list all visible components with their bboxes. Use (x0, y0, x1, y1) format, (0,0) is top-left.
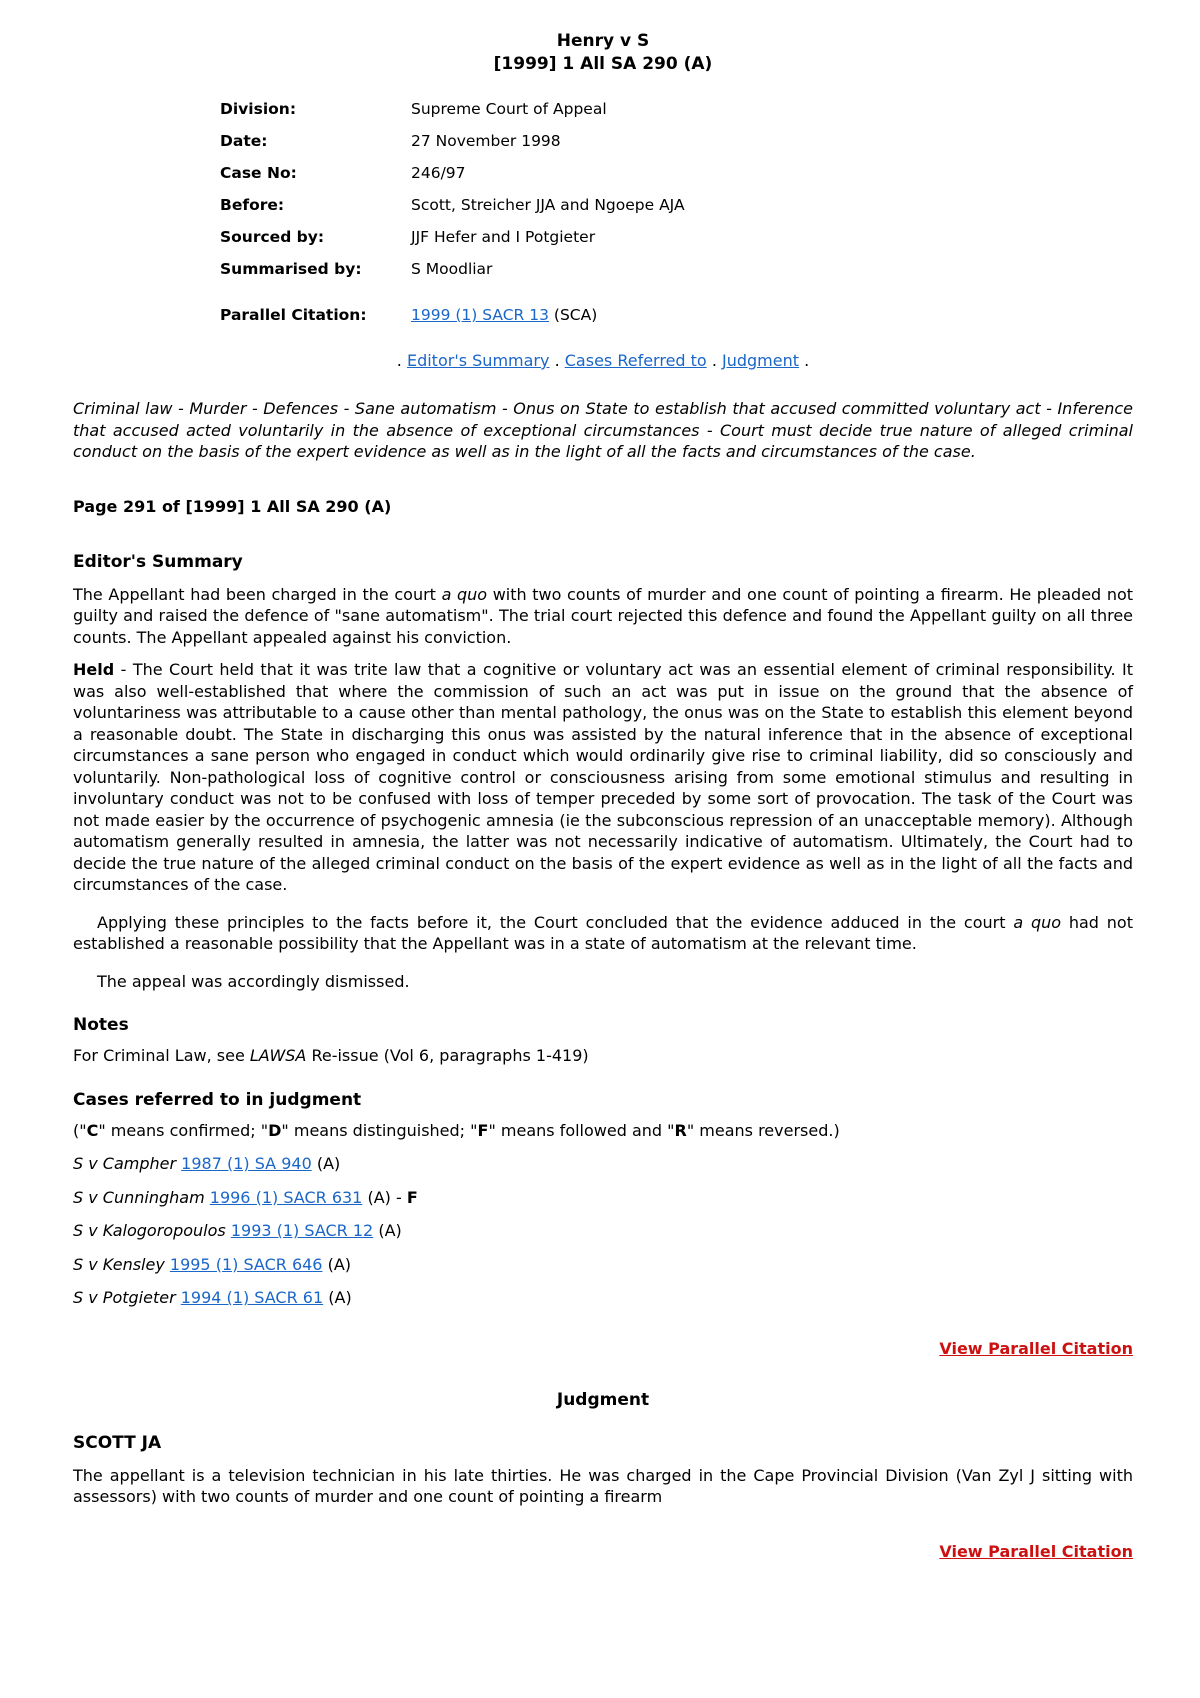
italic-text: a quo (441, 584, 488, 604)
case-name: S v Campher (73, 1154, 177, 1173)
case-metadata-table (220, 93, 685, 335)
case-court: (A) (367, 1187, 391, 1207)
meta-label: Parallel Citation: (220, 306, 367, 324)
text-span: The Appellant had been charged in the court (73, 584, 442, 604)
case-treatment-flag: F (406, 1187, 418, 1207)
legend-code: D (268, 1120, 282, 1140)
legend-text: " means confirmed; " (98, 1120, 269, 1140)
case-citation-link[interactable]: 1996 (1) SACR 631 (209, 1187, 363, 1207)
meta-row-summarised (220, 253, 685, 285)
cases-heading: Cases referred to in judgment (73, 1089, 362, 1110)
notes-heading: Notes (73, 1015, 129, 1035)
held-label: Held (73, 660, 115, 679)
notes-paragraph (73, 1045, 1133, 1067)
case-citation: [1999] 1 All SA 290 (A) (493, 54, 713, 74)
summary-paragraph (73, 584, 1133, 649)
nav-cases-referred-link[interactable]: Cases Referred to (564, 351, 707, 370)
judgment-paragraph: The appellant is a television technician in his late thirties. He was charged in the Cape Provincial Division (Van Zyl J sitting with assessors) with two counts of murder and one count of pointing a firearm (73, 1465, 1133, 1506)
meta-row-parallel-citation (220, 285, 685, 335)
section-nav (73, 351, 1133, 370)
meta-value (411, 285, 685, 335)
meta-label: Sourced by: (220, 228, 325, 246)
view-parallel-container (73, 1542, 1133, 1561)
case-title: Henry v S (556, 31, 650, 51)
meta-label: Case No: (220, 164, 297, 182)
case-item: S v Cunningham 1996 (1) SACR 631 (A) - F (73, 1187, 418, 1207)
case-name: S v Kensley (73, 1254, 165, 1274)
meta-value: Scott, Streicher JJA and Ngoepe AJA (411, 196, 685, 214)
legend-text: (" (73, 1120, 87, 1140)
case-court: (A) (378, 1221, 402, 1240)
nav-separator: . (554, 351, 560, 370)
legend-code: R (674, 1120, 687, 1140)
view-parallel-citation-link[interactable]: View Parallel Citation (939, 1338, 1133, 1358)
legend-text: " means reversed.) (686, 1120, 840, 1140)
meta-row-before (220, 189, 685, 221)
italic-text: LAWSA (249, 1046, 307, 1065)
case-name: S v Kalogoropoulos (73, 1221, 226, 1240)
meta-label: Division: (220, 100, 297, 118)
meta-value: S Moodliar (411, 260, 493, 278)
legend-code: F (477, 1120, 489, 1140)
view-parallel-citation-link[interactable]: View Parallel Citation (939, 1541, 1133, 1561)
meta-label: Summarised by: (220, 260, 362, 278)
legend-text: " means distinguished; " (281, 1120, 478, 1140)
nav-editors-summary-link[interactable]: Editor's Summary (406, 351, 550, 370)
case-citation-link[interactable]: 1993 (1) SACR 12 (230, 1221, 374, 1240)
text-span: had not established a reasonable possibility that the Appellant was in a state of automatism at the relevant time. (73, 912, 1133, 953)
case-court: (A) (328, 1288, 352, 1307)
held-paragraph (73, 659, 1133, 896)
meta-row-date (220, 125, 685, 157)
case-item (73, 1254, 1133, 1276)
case-name: S v Cunningham (73, 1187, 205, 1207)
meta-row-sourced (220, 221, 685, 253)
meta-value: JJF Hefer and I Potgieter (411, 228, 596, 246)
document-page (73, 0, 1133, 1561)
meta-row-division (220, 93, 685, 125)
case-citation-link[interactable]: 1987 (1) SA 940 (181, 1154, 312, 1173)
case-item (73, 1220, 1133, 1242)
meta-label: Before: (220, 196, 285, 214)
judge-name: SCOTT JA (73, 1432, 162, 1453)
editors-summary-heading: Editor's Summary (73, 551, 243, 572)
nav-judgment-link[interactable]: Judgment (722, 351, 800, 370)
text-span: Applying these principles to the facts before it, the Court concluded that the evidence adduced in the court (97, 912, 1014, 932)
legend-text: " means followed and " (488, 1120, 675, 1140)
meta-value: 27 November 1998 (411, 132, 561, 150)
case-list (73, 1153, 1133, 1309)
case-item (73, 1287, 1133, 1309)
case-citation-link[interactable]: 1994 (1) SACR 61 (180, 1288, 324, 1307)
view-parallel-container (73, 1339, 1133, 1358)
parallel-citation-court: (SCA) (553, 306, 598, 324)
meta-row-case-no (220, 157, 685, 189)
legend-code: C (86, 1120, 99, 1140)
parallel-citation-link[interactable]: 1999 (1) SACR 13 (411, 306, 549, 324)
meta-label: Date: (220, 132, 268, 150)
summary-paragraph: The appeal was accordingly dismissed. (97, 971, 410, 991)
meta-value: Supreme Court of Appeal (411, 100, 607, 118)
case-court: (A) (327, 1254, 352, 1274)
case-name: S v Potgieter (73, 1288, 176, 1307)
nav-separator: . (396, 351, 402, 370)
meta-value: 246/97 (411, 164, 466, 182)
case-citation-link[interactable]: 1995 (1) SACR 646 (169, 1254, 323, 1274)
case-item (73, 1153, 1133, 1175)
text-span: with two counts of murder and one count of pointing a firearm. He pleaded not guilty and raised the defence of "sane automatism". The trial court rejected this defence and found the Appellant guilty on all three counts. The Appellant appealed against his conviction. (73, 584, 1134, 647)
judgment-heading: Judgment (556, 1389, 650, 1410)
case-court: (A) (316, 1154, 341, 1173)
italic-text: a quo (1013, 912, 1062, 932)
text-span: For Criminal Law, see (73, 1046, 250, 1065)
nav-separator: . (711, 351, 717, 370)
text-span: Re-issue (Vol 6, paragraphs 1-419) (306, 1046, 589, 1065)
cases-legend (73, 1120, 1133, 1142)
nav-separator: . (804, 351, 810, 370)
case-title-block (73, 30, 1133, 76)
summary-paragraph (73, 912, 1133, 955)
held-text: - The Court held that it was trite law that a cognitive or voluntary act was an essential element of criminal responsibility. It was also well-established that where the commission of such an act was put in issue on the ground that the absence of voluntariness was attributable to a cause other than mental pathology, the onus was on the State to establish this element beyond a reasonable doubt. The State in discharging this onus was assisted by the natural inference that in the absence of exceptional circumstances a sane person who engaged in conduct which would ordinarily give rise to criminal liability, did so consciously and voluntarily. Non-pathological loss of cognitive control or consciousness arising from some emotional stimulus and resulting in involuntary conduct was not to be confused with loss of temper preceded by some sort of provocation. The task of the Court was not made easier by the occurrence of psychogenic amnesia (ie the subconscious repression of an unacceptable memory). Although automatism generally resulted in amnesia, the latter was not necessarily indicative of automatism. Ultimately, the Court had to decide the true nature of the alleged criminal conduct on the basis of the expert evidence as well as in the light of all the facts and circumstances of the case. (73, 660, 1133, 894)
page-header: Page 291 of [1999] 1 All SA 290 (A) (73, 496, 392, 516)
flynote: Criminal law - Murder - Defences - Sane automatism - Onus on State to establish that accused committed voluntary act - Inference that accused acted voluntarily in the absence of exceptional circumstances - Court must decide true nature of alleged criminal conduct on the basis of the expert evidence as well as in the light of all the facts and circumstances of the case. (73, 399, 1133, 461)
